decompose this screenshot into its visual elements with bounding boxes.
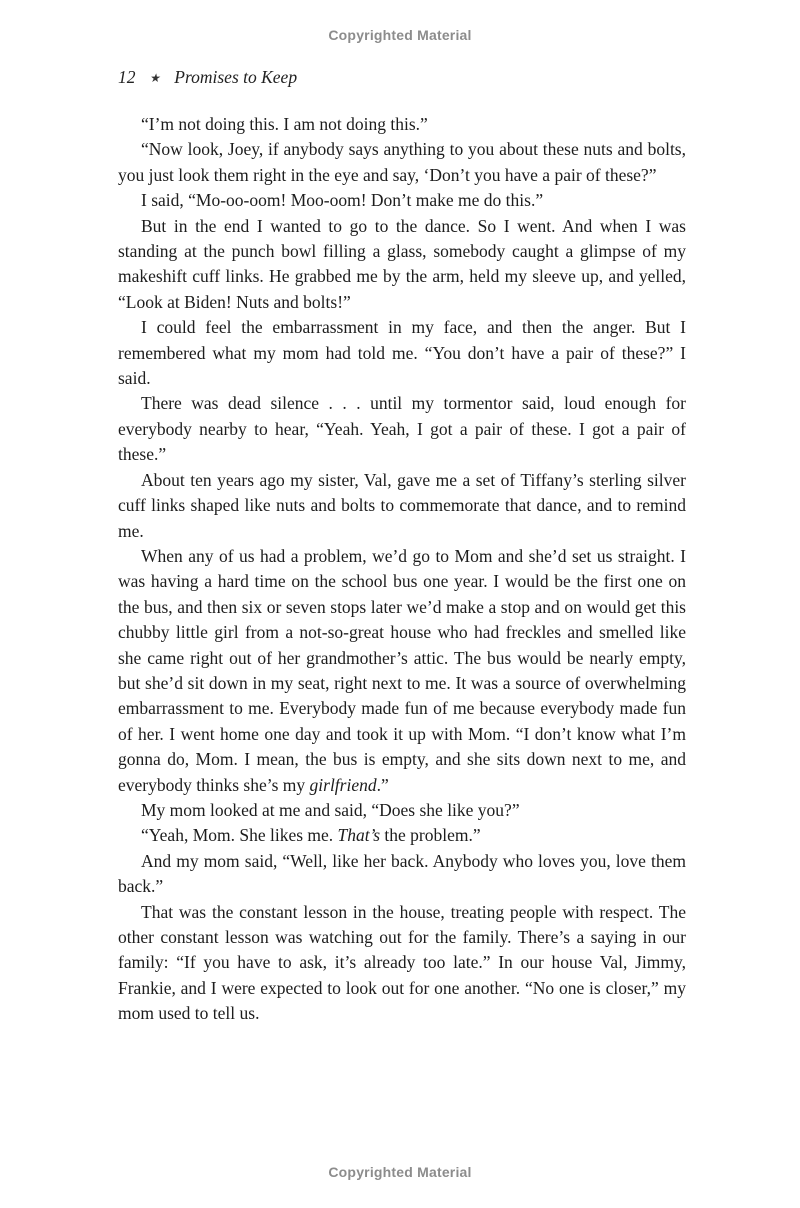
- paragraph: [118, 900, 686, 1027]
- paragraph: [118, 544, 686, 798]
- paragraph: [118, 849, 686, 900]
- text-segment: the problem.”: [380, 825, 481, 846]
- copyright-notice-bottom: Copyrighted Material: [328, 1164, 472, 1180]
- paragraph: [118, 112, 686, 137]
- italic-text: That’s: [337, 825, 381, 846]
- paragraph: [118, 315, 686, 391]
- text-segment: “Now look, Joey, if anybody says anything to you about these nuts and bolts, you just look them right in the eye and say, ‘Don’t you have a pair of these?”: [118, 139, 686, 185]
- paragraph: [118, 823, 686, 848]
- paragraph: [118, 468, 686, 544]
- paragraph: [118, 214, 686, 316]
- italic-text: girlfriend: [309, 774, 377, 795]
- text-segment: When any of us had a problem, we’d go to Mom and she’d set us straight. I was having a hard time on the school bus one year. I would be the first one on the bus, and then six or seven stops later we’d make a stop and on would get this chubby little girl from a not-so-great house who had freckles and smelled like she came right out of her grandmother’s attic. The bus would be nearly empty, but she’d sit down in my seat, right next to me. It was a source of overwhelming embarrassment to me. Everybody made fun of me because everybody made fun of her. I went home one day and took it up with Mom. “I don’t know what I’m gonna do, Mom. I mean, the bus is empty, and she sits down next to me, and everybody thinks she’s my: [118, 545, 686, 795]
- body-text: [118, 112, 686, 1027]
- text-segment: About ten years ago my sister, Val, gave me a set of Tiffany’s sterling silver cuff links shaped like nuts and bolts to commemorate that dance, and to remind me.: [118, 469, 686, 541]
- text-segment: But in the end I wanted to go to the dance. So I went. And when I was standing at the punch bowl filling a glass, somebody caught a glimpse of my makeshift cuff links. He grabbed me by the arm, held my sleeve up, and yelled, “Look at Biden! Nuts and bolts!”: [118, 215, 686, 312]
- text-segment: .”: [376, 774, 389, 795]
- text-segment: I said, “Mo-oo-oom! Moo-oom! Don’t make me do this.”: [141, 190, 544, 211]
- running-header: [118, 67, 297, 88]
- page-number: 12: [118, 67, 136, 87]
- text-segment: “Yeah, Mom. She likes me.: [141, 825, 338, 846]
- paragraph: [118, 391, 686, 467]
- text-segment: My mom looked at me and said, “Does she like you?”: [141, 799, 520, 820]
- copyright-notice-top: Copyrighted Material: [328, 27, 472, 43]
- paragraph: [118, 188, 686, 213]
- paragraph: [118, 798, 686, 823]
- text-segment: I could feel the embarrassment in my face, and then the anger. But I remembered what my mom had told me. “You don’t have a pair of these?” I said.: [118, 317, 686, 389]
- text-segment: “I’m not doing this. I am not doing this.”: [141, 114, 428, 134]
- paragraph: [118, 137, 686, 188]
- book-title: Promises to Keep: [174, 67, 298, 87]
- text-segment: That was the constant lesson in the house, treating people with respect. The other constant lesson was watching out for the family. There’s a saying in our family: “If you have to ask, it’s already too late.” In our house Val, Jimmy, Frankie, and I were expected to look out for one another. “No one is closer,” my mom used to tell us.: [118, 901, 686, 1024]
- star-icon: ★: [148, 71, 162, 85]
- text-segment: There was dead silence . . . until my tormentor said, loud enough for everybody nearby to hear, “Yeah. Yeah, I got a pair of these. I got a pair of these.”: [118, 393, 686, 465]
- text-segment: And my mom said, “Well, like her back. Anybody who loves you, love them back.”: [118, 850, 686, 897]
